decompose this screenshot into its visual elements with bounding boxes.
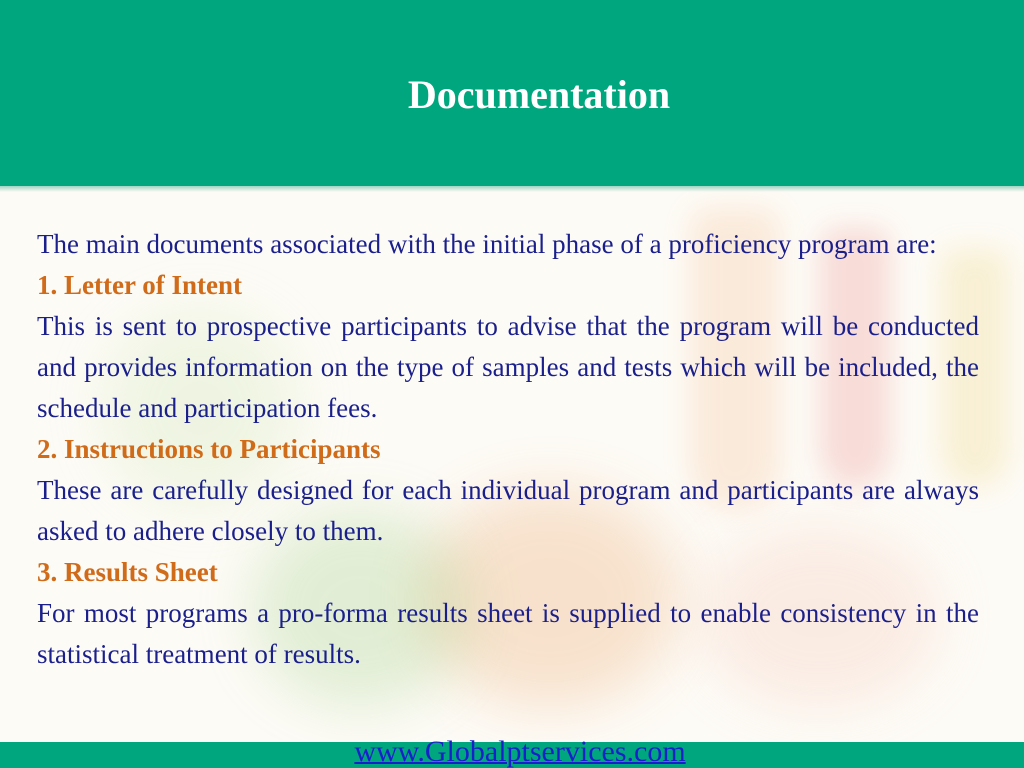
section-heading-letter-of-intent: 1. Letter of Intent — [37, 270, 242, 300]
results-sheet-text: For most programs a pro-forma results sheet is supplied to enable consistency in the statistical treatment of results. — [37, 598, 979, 669]
section-heading-results-sheet: 3. Results Sheet — [37, 557, 218, 587]
website-link[interactable]: www.Globalptservices.com — [354, 735, 686, 768]
slide-title: Documentation — [407, 72, 671, 117]
header-divider — [0, 186, 1024, 192]
slide-body — [37, 224, 979, 675]
instructions-text: These are carefully designed for each individual program and participants are always asked to adhere closely to them. — [37, 475, 979, 546]
intro-text: The main documents associated with the initial phase of a proficiency program are: — [37, 229, 937, 259]
section-heading-instructions: 2. Instructions to Participants — [37, 434, 381, 464]
letter-of-intent-text: This is sent to prospective participants to advise that the program will be conducted and provides information on the type of samples and tests which will be included, the schedule and participation fees. — [37, 311, 979, 423]
